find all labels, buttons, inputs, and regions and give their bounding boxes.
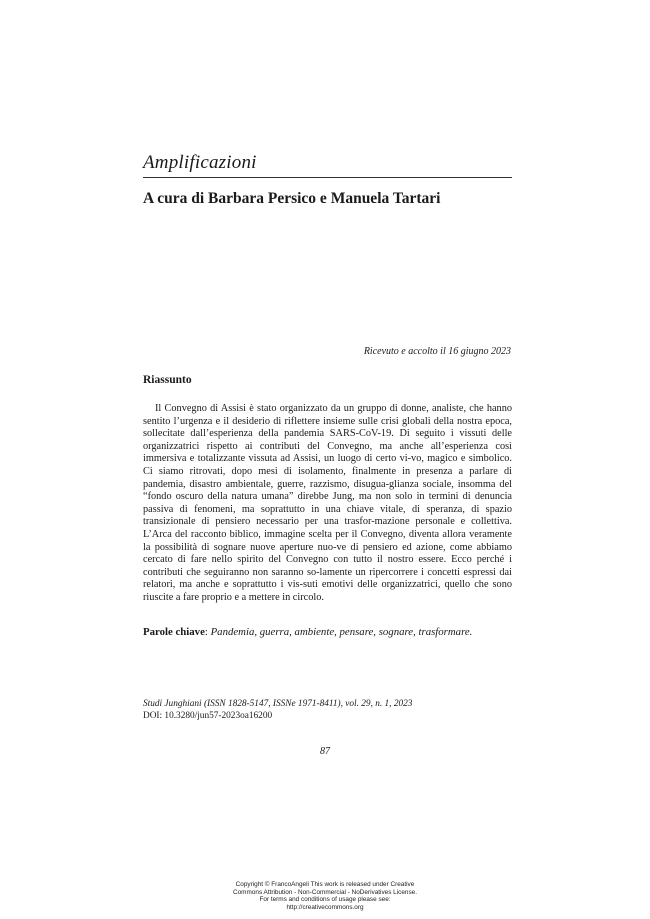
abstract-heading: Riassunto bbox=[143, 374, 192, 386]
citation bbox=[143, 698, 412, 722]
license-line-2: Commons Attribution - Non-Commercial - NoDerivatives License. bbox=[233, 888, 417, 896]
title-rule bbox=[143, 177, 512, 178]
section-title: Amplificazioni bbox=[143, 152, 257, 173]
doi: DOI: 10.3280/jun57-2023oa16200 bbox=[143, 711, 273, 721]
keywords bbox=[143, 626, 512, 638]
license-line-1: Copyright © FrancoAngeli This work is released under Creative bbox=[235, 881, 415, 888]
keywords-label: Parole chiave bbox=[143, 626, 205, 638]
license-link[interactable]: http://creativecommons.org bbox=[286, 903, 364, 911]
keywords-list: Pandemia, guerra, ambiente, pensare, sognare, trasformare. bbox=[210, 626, 473, 638]
abstract-text: Il Convegno di Assisi è stato organizzato da un gruppo di donne, analiste, che hanno sentito l’urgenza e il desiderio di riflettere insieme sulle crisi globali della nostra epoca, sollecitate dall’esperienza della pandemia SARS-CoV-19. Di seguito i vissuti delle organizzatrici rispetto ai contributi del Convegno, ma anche all’esperienza così immersiva e totalizzante vissuta ad Assisi, un luogo di certo vi-vo, magico e simbolico. Ci siamo ritrovati, dopo mesi di isolamento, finalmente in presenza a parlare di pandemia, disastro ambientale, guerre, razzismo, disugua-glianza sociale, insomma del “fondo oscuro della natura umana” direbbe Jung, ma non solo in termini di denuncia passiva di fenomeni, ma soprattutto in una chiave vitale, di speranza, di spazio transizionale di pensiero necessario per una trasfor-mazione personale e collettiva. L’Arca del racconto biblico, immagine scelta per il Convegno, diventa allora veramente la possibilità di sognare nuove aperture nuo-ve di pensiero ed azione, come abbiamo cercato di fare nello spirito del Convegno con tutto il nostro essere. Ecco perché i contributi che seguiranno non saranno so-lamente un ripercorrere i concetti espressi dai relatori, ma anche e soprattutto i vis-suti emotivi delle organizzatrici, quello che sono riuscite a fare proprio e a mettere in circolo. bbox=[143, 403, 512, 603]
license-line-3: For terms and conditions of usage please see: bbox=[259, 896, 391, 904]
journal-reference: Studi Junghiani (ISSN 1828-5147, ISSNe 1971-8411), vol. 29, n. 1, 2023 bbox=[143, 699, 413, 709]
received-date: Ricevuto e accolto il 16 giugno 2023 bbox=[363, 346, 511, 357]
curator-line: A cura di Barbara Persico e Manuela Tartari bbox=[143, 190, 441, 207]
license-notice bbox=[0, 881, 650, 911]
page-number: 87 bbox=[320, 746, 330, 757]
keywords-separator: : bbox=[204, 626, 211, 638]
